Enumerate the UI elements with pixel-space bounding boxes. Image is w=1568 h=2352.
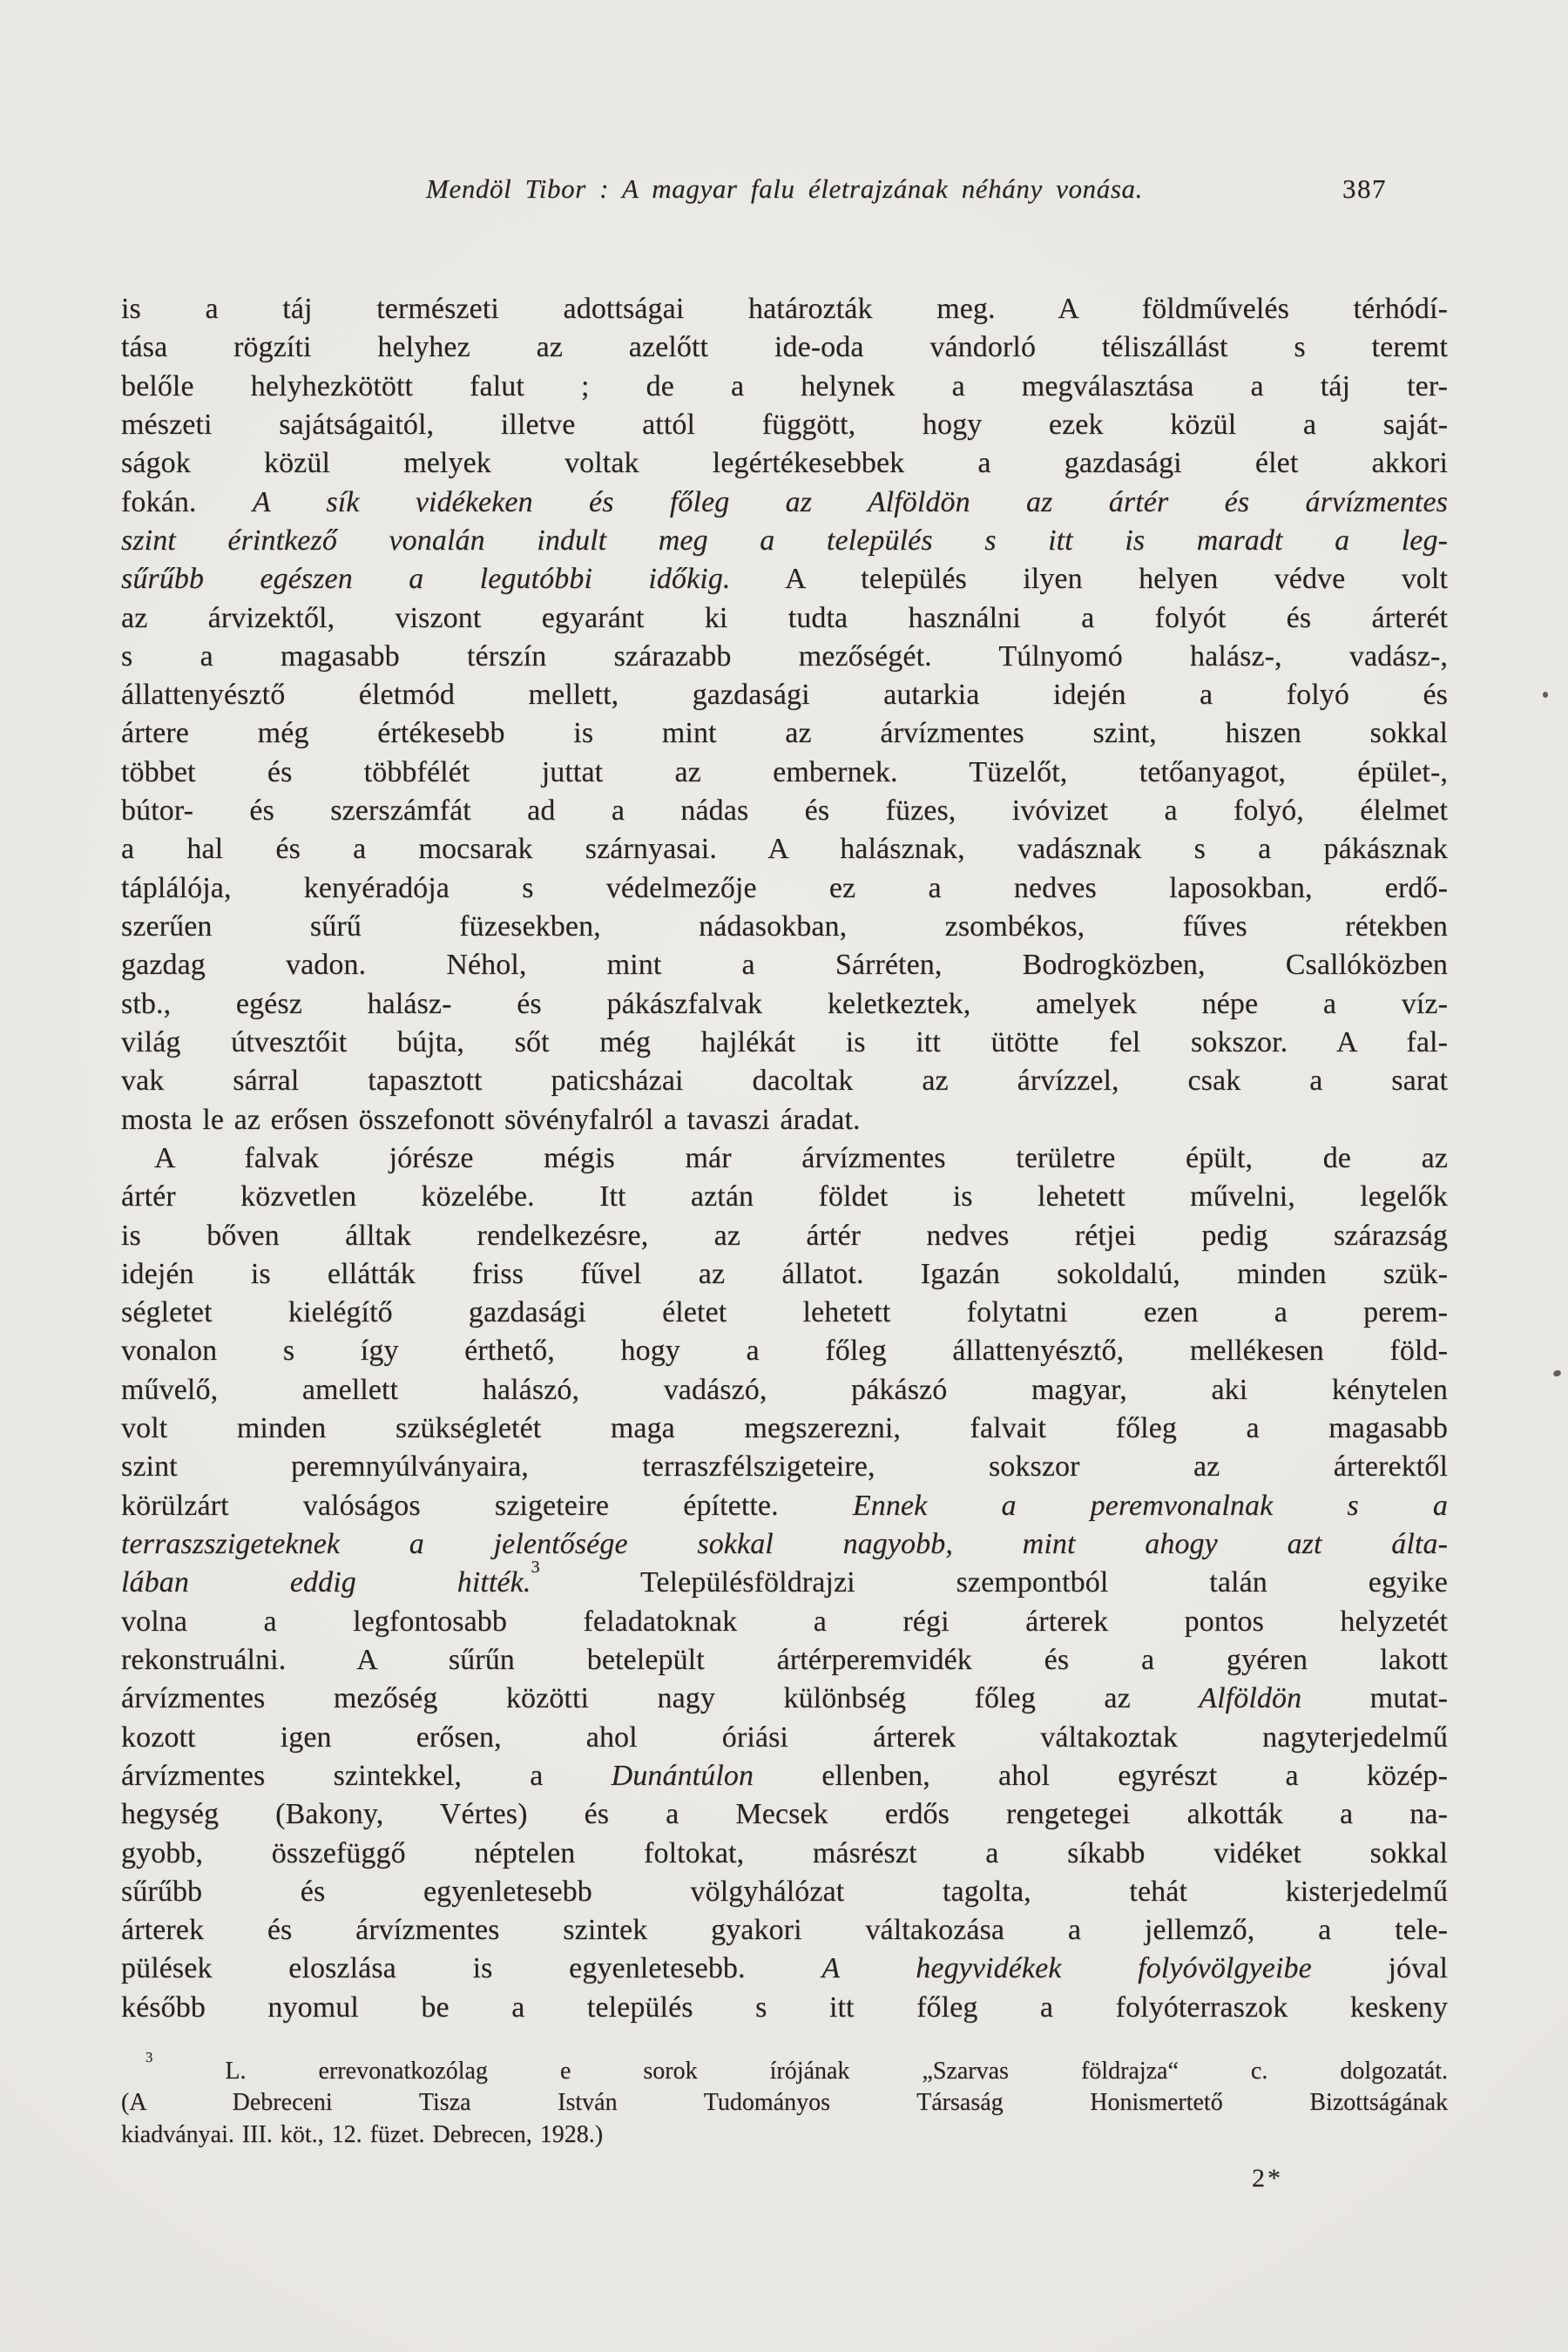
text-segment: világ útvesztőit bújta, sőt még hajlékát is itt ütötte fel sokszor. A fal- <box>121 1025 1448 1058</box>
footnote-marker: 3 <box>531 1557 540 1577</box>
text-segment: bútor- és szerszámfát ad a nádas és füzes, ivóvizet a folyó, élelmet <box>121 794 1448 828</box>
text-segment: rekonstruálni. A sűrűn betelepült ártérperemvidék és a gyéren lakott <box>121 1643 1448 1676</box>
text-line <box>121 1603 1448 1641</box>
running-head <box>121 172 1448 206</box>
text-line <box>121 1448 1448 1486</box>
text-segment: volna a legfontosabb feladatoknak a régi árterek pontos helyzetét <box>121 1605 1448 1638</box>
text-segment: táplálója, kenyéradója s védelmezője ez a nedves laposokban, erdő- <box>121 871 1448 904</box>
text-line <box>121 985 1448 1024</box>
text-segment: A falvak jórésze mégis már árvízmentes területre épült, de az <box>154 1141 1448 1174</box>
text-line <box>121 2119 1448 2151</box>
text-line <box>121 792 1448 830</box>
scan-speck <box>1543 692 1548 698</box>
text-line <box>121 1139 1448 1178</box>
text-segment: belőle helyhezkötött falut ; de a helynek a megválasztása a táj ter- <box>121 369 1448 402</box>
text-line <box>121 1255 1448 1294</box>
text-line <box>121 1217 1448 1255</box>
text-line <box>121 1757 1448 1795</box>
text-line <box>121 1525 1448 1564</box>
text-segment: szint peremnyúlványaira, terraszfélszigeteire, sokszor az árterektől <box>121 1450 1448 1484</box>
text-line <box>121 1989 1448 2027</box>
text-line <box>121 1795 1448 1834</box>
text-segment: idején is ellátták friss fűvel az állatot. Igazán sokoldalú, minden szük- <box>121 1257 1448 1290</box>
text-segment: később nyomul be a település s itt főleg a folyóterraszok keskeny <box>121 1990 1448 2024</box>
text-segment: terraszszigeteknek a jelentősége sokkal nagyobb, mint ahogy azt álta- <box>121 1528 1448 1560</box>
text-line <box>121 1024 1448 1062</box>
text-line <box>121 406 1448 444</box>
text-line <box>121 754 1448 792</box>
text-segment: sűrűbb egészen a legutóbbi időkig. <box>121 563 731 596</box>
text-segment: s a magasabb térszín szárazabb mezőségét. Túlnyomó halász-, vadász-, <box>121 639 1448 672</box>
text-segment: mosta le az erősen összefonott sövényfalról a tavaszi áradat. <box>121 1103 861 1136</box>
text-segment: Alföldön <box>1199 1682 1302 1715</box>
body-text <box>121 290 1448 2027</box>
text-line <box>121 1950 1448 1988</box>
text-line <box>121 1371 1448 1409</box>
text-segment: L. errevonatkozólag e sorok írójának „Szarvas földrajza“ c. dolgozatát. <box>152 2058 1448 2085</box>
text-segment: kiadványai. III. köt., 12. füzet. Debrecen, 1928.) <box>121 2120 604 2148</box>
text-segment: árterek és árvízmentes szintek gyakori váltakozása a jellemző, a tele- <box>121 1914 1448 1947</box>
text-segment: is bőven álltak rendelkezésre, az ártér nedves rétjei pedig szárazság <box>121 1219 1448 1252</box>
text-segment: az árvizektől, viszont egyaránt ki tudta használni a folyót és árterét <box>121 601 1448 634</box>
text-line <box>121 2049 1448 2087</box>
signature-mark: 2* <box>1252 2164 1283 2193</box>
running-title: Mendöl Tibor : A magyar falu életrajzának néhány vonása. <box>426 173 1143 204</box>
text-line <box>121 1680 1448 1718</box>
text-segment: árvízmentes mezőség közötti nagy különbség főleg az <box>121 1682 1200 1715</box>
text-line <box>121 444 1448 483</box>
text-line <box>121 1487 1448 1525</box>
text-line <box>121 830 1448 868</box>
text-segment: fokán. <box>121 485 253 518</box>
text-line <box>121 1641 1448 1680</box>
text-line <box>121 1062 1448 1100</box>
text-line <box>121 368 1448 406</box>
text-segment: szerűen sűrű füzesekben, nádasokban, zsombékos, fűves rétekben <box>121 910 1448 943</box>
text-segment: stb., egész halász- és pákászfalvak keletkeztek, amelyek népe a víz- <box>121 987 1448 1020</box>
text-segment: (A Debreceni Tisza István Tudományos Társaság Honismertető Bizottságának <box>121 2089 1448 2117</box>
text-segment: gazdag vadon. Néhol, mint a Sárréten, Bodrogközben, Csallóközben <box>121 949 1448 982</box>
text-segment: gyobb, összefüggő néptelen foltokat, másrészt a síkabb vidéket sokkal <box>121 1836 1448 1869</box>
scan-speck <box>1552 1369 1562 1378</box>
text-segment: A település ilyen helyen védve volt <box>730 563 1448 596</box>
text-segment: kozott igen erősen, ahol óriási árterek váltakoztak nagyterjedelmű <box>121 1720 1448 1754</box>
text-segment: művelő, amellett halászó, vadászó, pákászó magyar, aki kénytelen <box>121 1373 1448 1406</box>
text-line <box>121 946 1448 984</box>
text-line <box>121 1409 1448 1448</box>
text-segment: ártere még értékesebb is mint az árvízmentes szint, hiszen sokkal <box>121 717 1448 750</box>
text-line <box>121 290 1448 328</box>
text-segment: ártér közvetlen közelébe. Itt aztán földet is lehetett művelni, legelők <box>121 1180 1448 1213</box>
text-line <box>121 869 1448 908</box>
text-segment: mészeti sajátságaitól, illetve attól függött, hogy ezek közül a saját- <box>121 408 1448 441</box>
text-line <box>121 714 1448 753</box>
text-line <box>121 1101 1448 1139</box>
text-segment: ságok közül melyek voltak legértékesebbek a gazdasági élet akkori <box>121 447 1448 480</box>
text-line <box>121 1557 1448 1602</box>
text-segment: ellenben, ahol egyrészt a közép- <box>754 1759 1448 1792</box>
text-line <box>121 1294 1448 1332</box>
text-line <box>121 2087 1448 2119</box>
text-segment: lában eddig hitték. <box>121 1566 531 1599</box>
text-line <box>121 1873 1448 1911</box>
text-line <box>121 483 1448 522</box>
text-segment: Ennek a peremvonalnak s a <box>852 1489 1448 1522</box>
text-segment: pülések eloszlása is egyenletesebb. <box>121 1952 822 1985</box>
text-segment: jóval <box>1311 1952 1448 1985</box>
text-segment: Településföldrajzi szempontból talán egyike <box>539 1566 1448 1599</box>
text-segment: hegység (Bakony, Vértes) és a Mecsek erdős rengetegei alkották a na- <box>121 1798 1448 1831</box>
text-segment: többet és többfélét juttat az embernek. Tüzelőt, tetőanyagot, épület-, <box>121 755 1448 788</box>
text-segment: mutat- <box>1301 1682 1448 1715</box>
text-segment: Dunántúlon <box>611 1759 754 1792</box>
text-segment: körülzárt valóságos szigeteire építette. <box>121 1489 853 1522</box>
page-number: 387 <box>1342 173 1387 204</box>
text-segment: vak sárral tapasztott paticsházai dacoltak az árvízzel, csak a sarat <box>121 1064 1448 1098</box>
text-segment: árvízmentes szintekkel, a <box>121 1759 612 1792</box>
text-segment: tása rögzíti helyhez az azelőtt ide-oda vándorló téliszállást s teremt <box>121 331 1448 364</box>
text-line <box>121 560 1448 598</box>
text-line <box>121 599 1448 638</box>
text-line <box>121 1835 1448 1873</box>
text-segment: sűrűbb és egyenletesebb völgyhálózat tagolta, tehát kisterjedelmű <box>121 1875 1448 1908</box>
text-segment: A sík vidékeken és főleg az Alföldön az ártér és árvízmentes <box>252 485 1448 518</box>
text-line <box>121 1178 1448 1216</box>
text-line <box>121 328 1448 367</box>
text-segment: a hal és a mocsarak szárnyasai. A halásznak, vadásznak s a pákásznak <box>121 833 1448 866</box>
text-segment: is a táj természeti adottságai határozták meg. A földművelés térhódí- <box>121 293 1448 325</box>
text-line <box>121 908 1448 946</box>
text-segment: vonalon s így érthető, hogy a főleg állattenyésztő, mellékesen föld- <box>121 1335 1448 1368</box>
text-line <box>121 638 1448 676</box>
text-line <box>121 676 1448 714</box>
text-segment: A hegyvidékek folyóvölgyeibe <box>821 1952 1312 1985</box>
text-line <box>121 1911 1448 1950</box>
text-segment: állattenyésztő életmód mellett, gazdasági autarkia idején a folyó és <box>121 679 1448 712</box>
text-segment: szint érintkező vonalán indult meg a település s itt is maradt a leg- <box>121 524 1448 557</box>
footnote-marker: 3 <box>145 2049 153 2066</box>
text-segment: ségletet kielégítő gazdasági életet lehetett folytatni ezen a perem- <box>121 1296 1448 1329</box>
text-line <box>121 522 1448 560</box>
text-line <box>121 1719 1448 1757</box>
text-line <box>121 1332 1448 1370</box>
text-segment: volt minden szükségletét maga megszerezni, falvait főleg a magasabb <box>121 1412 1448 1445</box>
footnote <box>121 2049 1448 2151</box>
